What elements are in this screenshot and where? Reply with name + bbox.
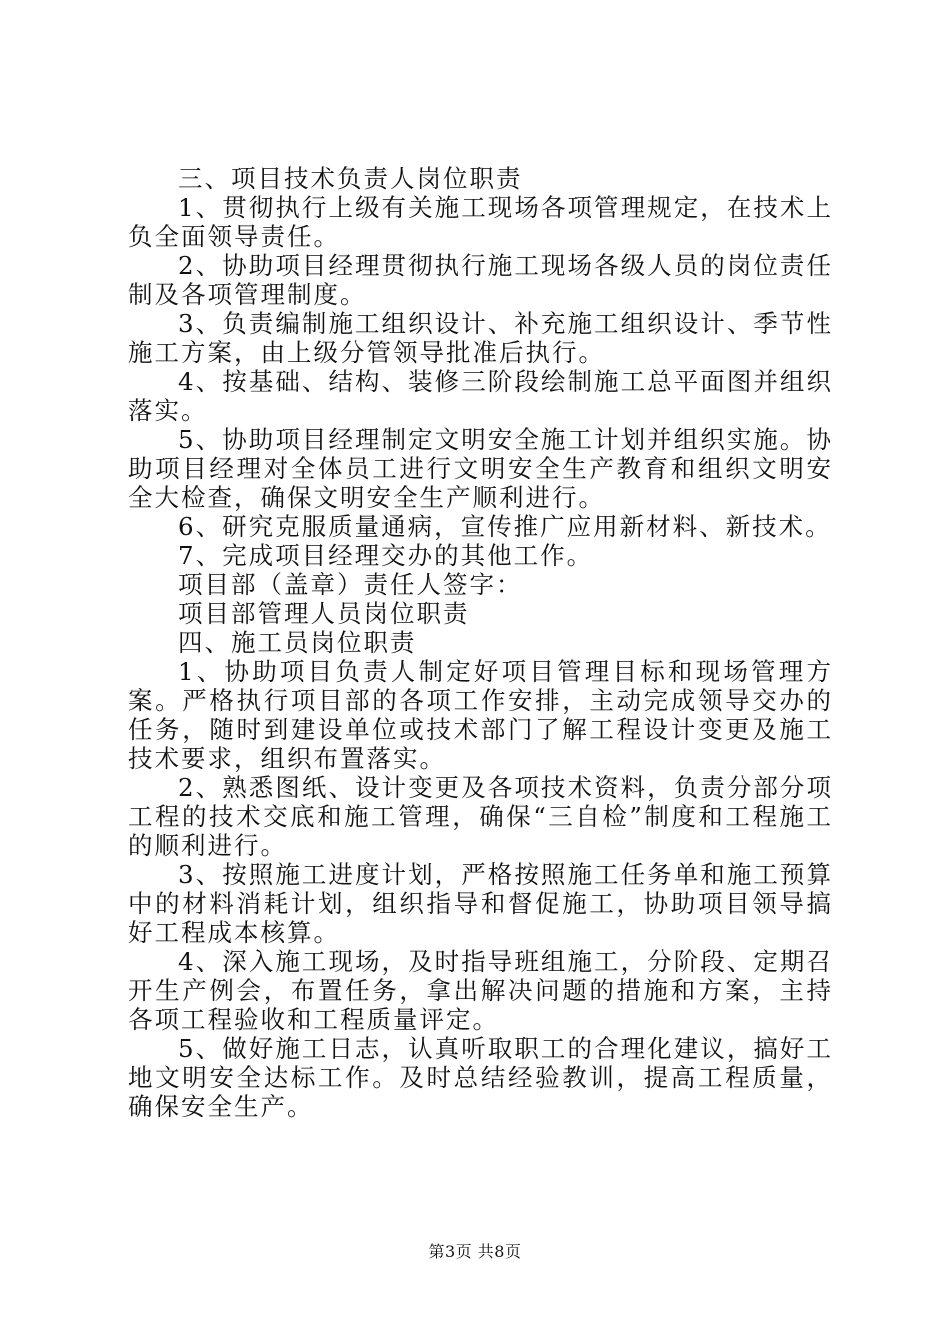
paragraph: 3、按照施工进度计划，严格按照施工任务单和施工预算中的材料消耗计划，组织指导和督促施工，协助项目领导搞好工程成本核算。 bbox=[128, 860, 833, 947]
section-title: 项目部管理人员岗位职责 bbox=[178, 599, 470, 628]
signature-line: 项目部（盖章）责任人签字： bbox=[178, 570, 523, 599]
paragraph: 2、熟悉图纸、设计变更及各项技术资料，负责分部分项工程的技术交底和施工管理，确保“三自检”制度和工程施工的顺利进行。 bbox=[128, 773, 833, 860]
paragraph: 2、协助项目经理贯彻执行施工现场各级人员的岗位责任制及各项管理制度。 bbox=[128, 251, 833, 309]
paragraph: 7、完成项目经理交办的其他工作。 bbox=[178, 541, 594, 570]
paragraph: 6、研究克服质量通病，宣传推广应用新材料、新技术。 bbox=[178, 512, 832, 541]
document-body bbox=[128, 164, 833, 1121]
paragraph: 3、负责编制施工组织设计、补充施工组织设计、季节性施工方案，由上级分管领导批准后执行。 bbox=[128, 309, 833, 367]
paragraph: 4、深入施工现场，及时指导班组施工，分阶段、定期召开生产例会，布置任务，拿出解决问题的措施和方案，主持各项工程验收和工程质量评定。 bbox=[128, 947, 833, 1034]
section-heading-3: 三、项目技术负责人岗位职责 bbox=[178, 164, 523, 193]
paragraph: 1、协助项目负责人制定好项目管理目标和现场管理方案。严格执行项目部的各项工作安排，主动完成领导交办的任务，随时到建设单位或技术部门了解工程设计变更及施工技术要求，组织布置落实。 bbox=[128, 657, 833, 773]
page-number-footer: 第3页 共8页 bbox=[428, 1242, 522, 1261]
paragraph: 5、做好施工日志，认真听取职工的合理化建议，搞好工地文明安全达标工作。及时总结经验教训，提高工程质量，确保安全生产。 bbox=[128, 1034, 833, 1121]
paragraph: 4、按基础、结构、装修三阶段绘制施工总平面图并组织落实。 bbox=[128, 367, 833, 425]
section-heading-4: 四、施工员岗位职责 bbox=[178, 628, 417, 657]
paragraph: 1、贯彻执行上级有关施工现场各项管理规定，在技术上负全面领导责任。 bbox=[128, 193, 833, 251]
paragraph: 5、协助项目经理制定文明安全施工计划并组织实施。协助项目经理对全体员工进行文明安全生产教育和组织文明安全大检查，确保文明安全生产顺利进行。 bbox=[128, 425, 833, 512]
